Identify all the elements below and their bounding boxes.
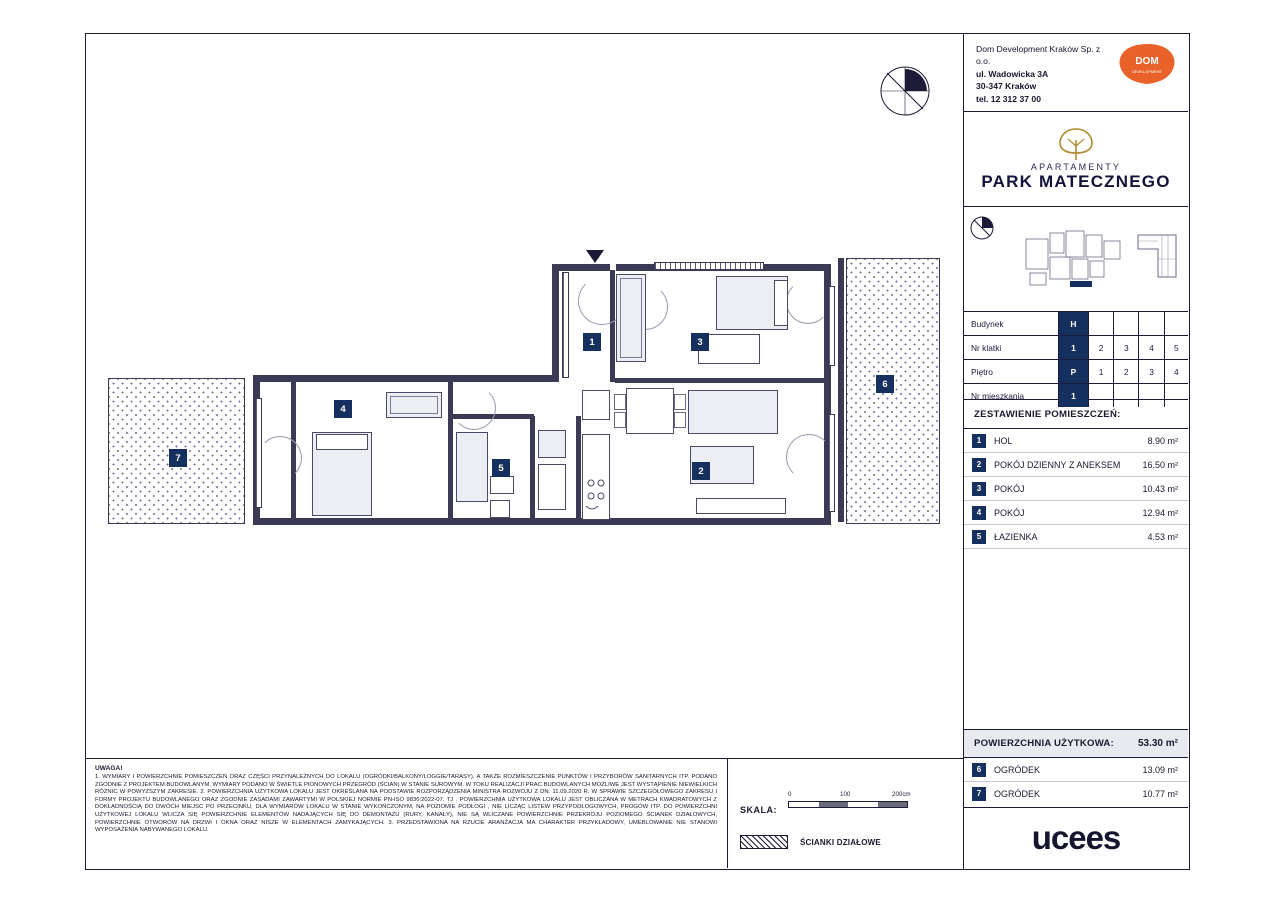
project-subtitle: APARTAMENTY [1030, 162, 1122, 172]
garden-area-7: 10.77 m² [1142, 788, 1178, 799]
room-area-5: 4.53 m² [1147, 531, 1178, 542]
cell-klatka-3[interactable]: 3 [1114, 336, 1139, 360]
kitchen-sink-hob-icon [584, 474, 608, 516]
cell-pietro-3[interactable]: 3 [1139, 360, 1164, 384]
dom-development-logo-icon [1116, 42, 1178, 86]
rooms-title: ZESTAWIENIE POMIESZCZEŃ: [964, 400, 1188, 429]
gardens-block [964, 758, 1188, 808]
room-row-5 [964, 525, 1188, 549]
legend-partition-walls [740, 835, 881, 849]
cell-empty [1114, 312, 1139, 336]
room-row-4 [964, 501, 1188, 525]
door-arc-living [786, 434, 832, 480]
garden-area-6: 13.09 m² [1142, 764, 1178, 775]
company-name: Dom Development Kraków Sp. z o.o. [976, 44, 1101, 67]
garden-number-6: 6 [972, 763, 986, 777]
garden-name-7: OGRÓDEK [994, 788, 1041, 799]
cell-klatka-4[interactable]: 4 [1139, 336, 1164, 360]
plan-tag-3: 3 [691, 333, 709, 351]
scale-bar-graphic [788, 801, 908, 808]
furniture-chair-1 [614, 394, 626, 410]
furniture-bathtub [456, 432, 488, 502]
cell-klatka-2[interactable]: 2 [1088, 336, 1113, 360]
legend-label: ŚCIANKI DZIAŁOWE [800, 837, 881, 847]
wall-top-entry [552, 264, 610, 271]
door-arc-bath [452, 386, 496, 430]
cell-pietro-1[interactable]: 1 [1088, 360, 1113, 384]
plan-tag-1: 1 [583, 333, 601, 351]
scale-seg-4 [878, 802, 908, 807]
project-title: PARK MATECZNEGO [981, 172, 1171, 191]
plan-tag-6: 6 [876, 375, 894, 393]
table-row-budynek [964, 312, 1188, 336]
project-logo-block [964, 112, 1188, 207]
cell-mieszkanie-1[interactable]: 1 [1059, 384, 1089, 408]
notes-text: 1. WYMIARY I POWIERZCHNIE POMIESZCZEŃ ORAZ CZĘŚCI PRZYNALEŻNYCH DO LOKALU (OGRÓDKI/BALKONY/LOGGIE/TARASY), A TAKŻE ROZMIESZCZENIE PUNKTÓW I PRZYBORÓW SANITARNYCH ITP. PODANO ZGODNIE Z PROJEKTEM BUDOWLANYM. WYMIARY PODANO W ŚWIETLE PIONOWYCH PRZEGRÓD (ŚCIAN) W STANIE SUROWYM. W TOKU REALIZACJI PRAC BUDOWLANYCH MOŻLIWE JEST WYSTĄPIENIE NIEWIELKICH RÓŻNIC W POWYŻSZYM ZAKRESIE. 2. POWIERZCHNIA UŻYTKOWA LOKALU JEST OKREŚLANA NA PODSTAWIE ROZPORZĄDZENIA MINISTRA ROZWOJU Z DN. 11.09.2020 R. W SPRAWIE SZCZEGÓŁOWEGO ZAKRESU I FORMY PROJEKTU BUDOWLANEGO ORAZ ZGODNIE ZASADAMI ZAWARTYMI W POLSKIEJ NORMIE PN-ISO 9836:2022-07. TJ . POWIERZCHNIA UŻYTKOWA LOKALU JEST OBLICZANA W METRACH KWADRATOWYCH Z DOKŁADNOŚCIĄ DO DWÓCH MIEJSC PO PRZECINKU, DLA WYMIARÓW LOKALU W STANIE WYKOŃCZONYM, NA POZIOMIE PODŁOGI , NIE LICZĄC LISTEW PRZYPODŁOGOWYCH, PROGÓW ITP. DO POWIERZCHNI UŻYTKOWEJ LOKALU WLICZA SIĘ POWIERZCHNIE ELEMENTÓW NADAJĄCYCH SIĘ DO DEMONTAŻU (RURY, KANAŁY), NIE SĄ WLICZANE POWIERZCHNIE PRZEKROJU POZIOMEGO ŚCIANEK DZIAŁOWYCH, POWIERZCHNIE OTWORÓW NA DRZWI I OKNA ORAZ NISZE W ELEMENTACH ZAMYKAJĄCYCH. 3. PRZEDSTAWIONA NA RZUCIE ARANŻACJA MA CHARAKTER PRZYKŁADOWY, UMEBLOWANIE NIE STANOWI WYPOSAŻENIA NABYWANEGO LOKALU. [95, 774, 717, 834]
plan-tag-4: 4 [334, 400, 352, 418]
partition-bath-right [530, 416, 535, 518]
room-area-2: 16.50 m² [1142, 459, 1178, 470]
cell-empty [1088, 312, 1113, 336]
usable-area-label: POWIERZCHNIA UŻYTKOWA: [974, 738, 1114, 749]
scale-seg-3 [848, 802, 878, 807]
furniture-fridge [582, 390, 610, 420]
furniture-chair-3 [674, 394, 686, 410]
row-label-klatka: Nr klatki [964, 336, 1059, 360]
row-label-pietro: Piętro [964, 360, 1059, 384]
building-outline-icon [1132, 229, 1182, 287]
garden-name-6: OGRÓDEK [994, 764, 1041, 775]
room-area-4: 12.94 m² [1142, 507, 1178, 518]
room-number-2: 2 [972, 458, 986, 472]
company-street: ul. Wadowicka 3A [976, 68, 1049, 79]
usable-area-value: 53.30 m² [1137, 738, 1178, 749]
garden-row-7 [964, 782, 1188, 805]
cell-pietro-4[interactable]: 4 [1164, 360, 1188, 384]
company-info-block [964, 34, 1188, 112]
room-area-1: 8.90 m² [1147, 435, 1178, 446]
wall-top-left [253, 375, 553, 382]
floor-plan-drawing [86, 34, 963, 757]
ucees-logo-text: ucees [1031, 819, 1121, 856]
door-arc-living-top [786, 280, 830, 324]
plan-tag-7: 7 [169, 449, 187, 467]
room-row-3 [964, 477, 1188, 501]
scale-bar [788, 791, 911, 808]
cell-empty [1164, 312, 1188, 336]
svg-text:DEVELOPMENT: DEVELOPMENT [1131, 69, 1163, 74]
wall-right-outer-edge [838, 258, 844, 522]
furniture-chair-4 [674, 412, 686, 428]
usable-area-total [964, 730, 1188, 758]
garden-number-7: 7 [972, 787, 986, 801]
cell-klatka-1[interactable]: 1 [1059, 336, 1089, 360]
furniture-dining-table [626, 388, 674, 434]
company-city: 30-347 Kraków [976, 81, 1037, 92]
cell-empty [1139, 312, 1164, 336]
company-phone: tel. 12 312 37 00 [976, 93, 1041, 104]
compass-north-icon [879, 65, 931, 117]
furniture-washing-machine [538, 430, 566, 458]
svg-text:DOM: DOM [1135, 56, 1159, 67]
cell-klatka-5[interactable]: 5 [1164, 336, 1188, 360]
notes-heading: UWAGA! [95, 765, 123, 772]
window-room3 [654, 262, 764, 270]
room-row-1 [964, 429, 1188, 453]
tree-icon [1054, 126, 1098, 162]
room-row-2 [964, 453, 1188, 477]
cell-pietro-2[interactable]: 2 [1114, 360, 1139, 384]
room-name-4: POKÓJ [994, 507, 1025, 518]
plan-tag-2: 2 [692, 462, 710, 480]
room-name-5: ŁAZIENKA [994, 531, 1038, 542]
scale-tick-200: 200cm [892, 791, 911, 798]
room-name-2: POKÓJ DZIENNY Z ANEKSEM [994, 459, 1121, 470]
plan-tag-5: 5 [492, 459, 510, 477]
wall-bottom-left [253, 518, 559, 525]
room-number-4: 4 [972, 506, 986, 520]
room-name-1: HOL [994, 435, 1013, 446]
furniture-sofa-living [688, 390, 778, 434]
room-name-3: POKÓJ [994, 483, 1025, 494]
ucees-logo-block [964, 808, 1188, 868]
scale-seg-1 [789, 802, 819, 807]
partition-kitchen [576, 416, 581, 518]
room-area-3: 10.43 m² [1142, 483, 1178, 494]
door-arc-room4 [258, 436, 302, 480]
table-row-pietro [964, 360, 1188, 384]
key-plan-block [964, 207, 1188, 312]
furniture-pillow-room4 [316, 434, 368, 450]
window-balcony-door-left [562, 272, 569, 378]
cell-pietro-p[interactable]: P [1059, 360, 1089, 384]
wall-mid-vertical [552, 264, 559, 382]
scale-block [727, 758, 963, 868]
scale-label: SKALA: [740, 805, 777, 815]
key-plan-compass-icon [969, 215, 995, 241]
table-row-klatka [964, 336, 1188, 360]
furniture-pillow-room3 [774, 280, 788, 326]
building-location-table [964, 312, 1188, 400]
scale-ticks [788, 791, 911, 801]
furniture-toilet [490, 500, 510, 518]
legend-hatch-swatch [740, 835, 788, 849]
furniture-bath-cabinet [538, 464, 566, 510]
notes-block [85, 758, 727, 868]
building-table [964, 312, 1188, 407]
room-number-3: 3 [972, 482, 986, 496]
row-label-budynek: Budynek [964, 312, 1059, 336]
garden-row-6 [964, 758, 1188, 782]
furniture-wardrobe-room4-doors [390, 396, 438, 414]
rooms-schedule-block [964, 400, 1188, 730]
scale-seg-2 [819, 802, 849, 807]
room-number-1: 1 [972, 434, 986, 448]
furniture-chair-2 [614, 412, 626, 428]
furniture-wardrobe-hall-doors [620, 278, 642, 358]
site-plan-icon [1024, 225, 1124, 293]
partition-room3-bottom [615, 378, 831, 383]
furniture-tv-unit [696, 498, 786, 514]
row-label-mieszkanie: Nr mieszkania [964, 384, 1059, 408]
cell-budynek-h[interactable]: H [1059, 312, 1089, 336]
room-number-5: 5 [972, 530, 986, 544]
furniture-washbasin [490, 476, 514, 494]
scale-tick-100: 100 [840, 791, 851, 798]
scale-tick-0: 0 [788, 791, 792, 798]
entrance-arrow-icon [586, 250, 604, 264]
